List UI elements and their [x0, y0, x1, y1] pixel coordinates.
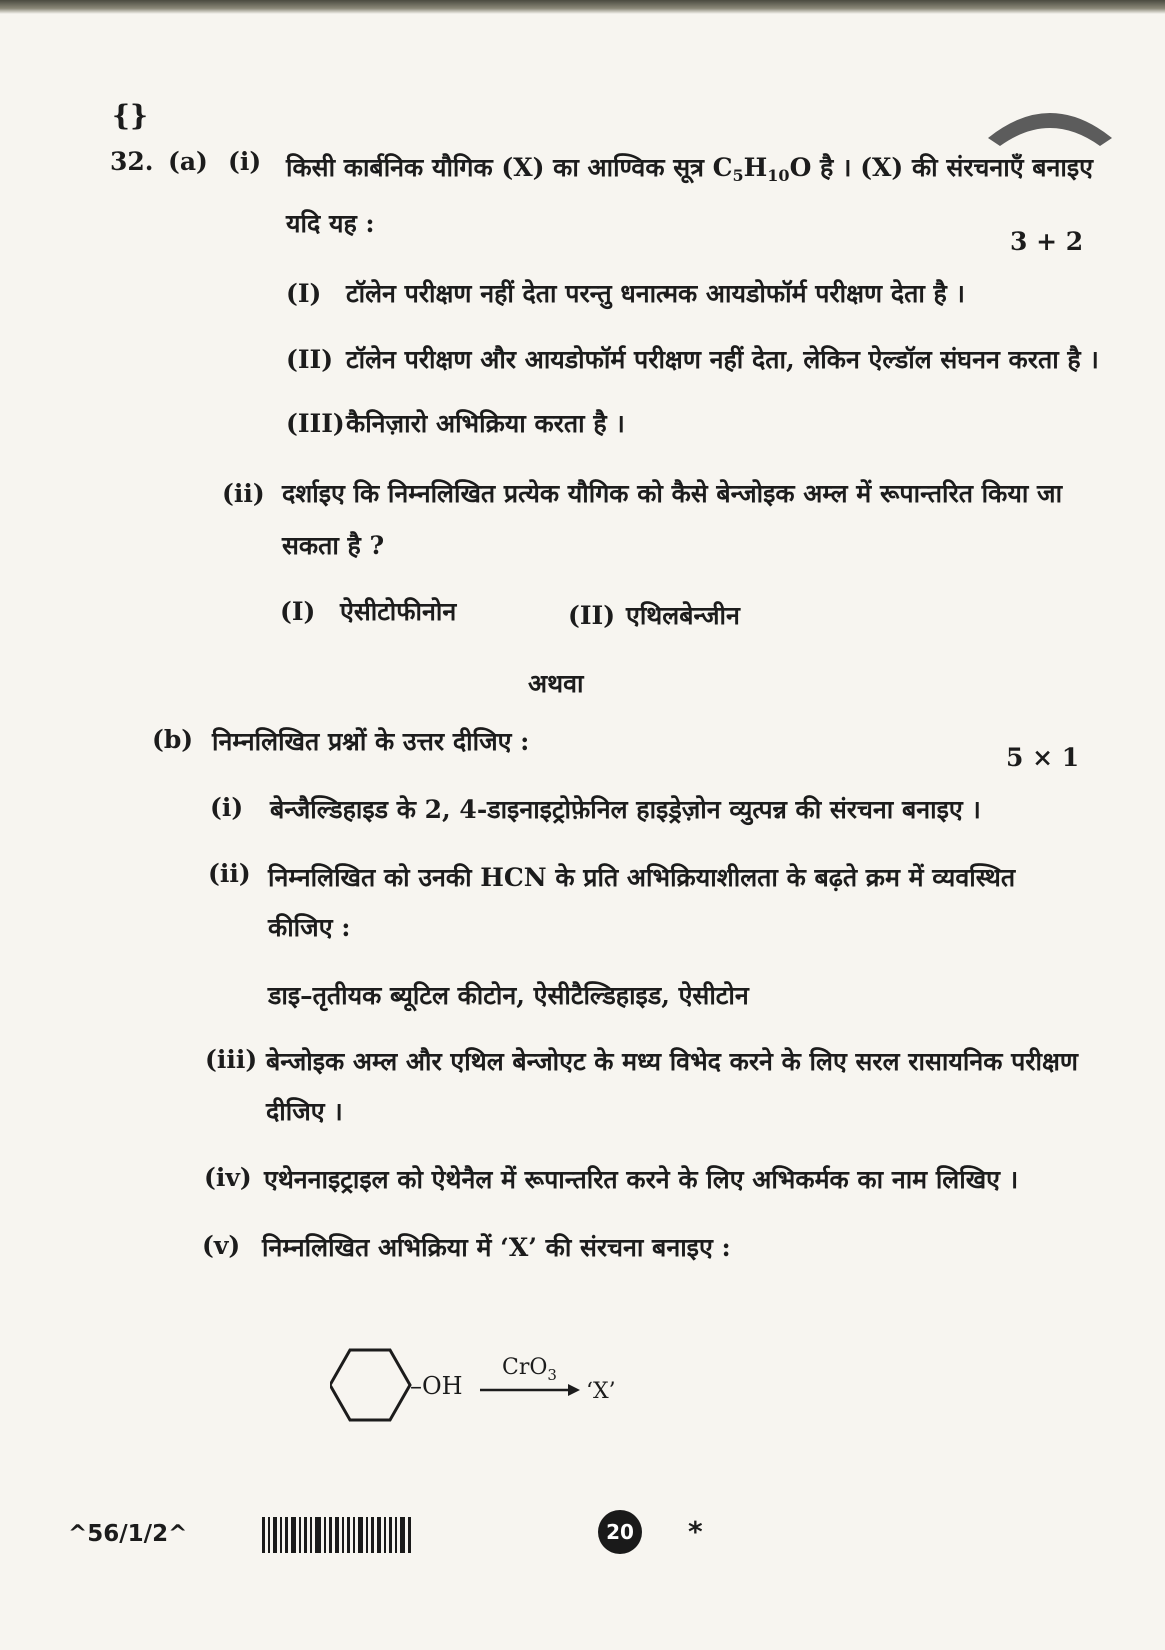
page-number: 20	[598, 1510, 642, 1554]
a-i-line1-pre: किसी कार्बनिक यौगिक (X) का आण्विक सूत्र C	[286, 153, 733, 182]
a-i-item-III-label: (III)	[286, 409, 345, 438]
b-ii-label: (ii)	[208, 859, 251, 888]
a-i-line1-post: O है । (X) की संरचनाएँ बनाइए	[789, 153, 1093, 182]
barcode	[262, 1515, 412, 1555]
a-ii-opt1-label: (I)	[280, 597, 316, 626]
b-i-label: (i)	[210, 793, 244, 822]
b-ii-line1: निम्नलिखित को उनकी HCN के प्रति अभिक्रियाशीलता के बढ़ते क्रम में व्यवस्थित	[268, 863, 1016, 892]
b-v-text: निम्नलिखित अभिक्रिया में ‘X’ की संरचना बनाइए :	[262, 1233, 731, 1262]
arrow-head	[568, 1384, 580, 1396]
question-number: 32.	[110, 147, 154, 176]
b-iv-text: एथेननाइट्राइल को ऐथेनैल में रूपान्तरित करने के लिए अभिकर्मक का नाम लिखिए ।	[264, 1165, 1019, 1194]
part-b-intro: निम्नलिखित प्रश्नों के उत्तर दीजिए :	[212, 727, 530, 756]
a-i-item-III-text: कैनिज़ारो अभिक्रिया करता है ।	[346, 409, 625, 438]
svg-text:CrO3	[502, 1355, 557, 1384]
b-ii-line2: कीजिए :	[268, 913, 351, 942]
b-i-text: बेन्जैल्डिहाइड के 2, 4-डाइनाइट्रोफ़ेनिल हाइड्रेज़ोन व्युत्पन्न की संरचना बनाइए ।	[270, 795, 981, 824]
a-i-item-I-label: (I)	[286, 279, 322, 308]
or-text: अथवा	[528, 669, 584, 698]
b-iii-label: (iii)	[205, 1045, 258, 1074]
a-ii-label: (ii)	[222, 479, 265, 508]
star-mark: *	[688, 1515, 703, 1548]
reaction-scheme	[330, 1340, 690, 1450]
b-v-label: (v)	[202, 1231, 241, 1260]
reagent-sub-3: 3	[547, 1366, 557, 1384]
cyclohexane-ring	[330, 1350, 410, 1420]
part-a-label: (a)	[168, 147, 208, 176]
a-i-item-II-label: (II)	[286, 345, 334, 374]
a-ii-opt2-label: (II)	[568, 601, 616, 630]
formula-h: H	[743, 153, 768, 182]
marks-b: 5 × 1	[1006, 743, 1080, 772]
b-ii-list: डाइ–तृतीयक ब्यूटिल कीटोन, ऐसीटैल्डिहाइड, ऐसीटोन	[268, 981, 749, 1010]
formula-sub-10: 10	[767, 166, 790, 185]
formula-sub-5: 5	[732, 166, 744, 185]
paper-code: ^56/1/2^	[68, 1521, 188, 1547]
product-x: ‘X’	[586, 1379, 616, 1404]
a-ii-line2: सकता है ?	[282, 531, 385, 560]
b-iii-line1: बेन्जोइक अम्ल और एथिल बेन्जोएट के मध्य विभेद करने के लिए सरल रासायनिक परीक्षण	[266, 1047, 1078, 1076]
a-ii-opt2-text: एथिलबेन्जीन	[626, 601, 740, 630]
a-i-label: (i)	[228, 147, 262, 176]
oh-group: –OH	[410, 1372, 463, 1400]
a-i-item-II-text: टॉलेन परीक्षण और आयडोफॉर्म परीक्षण नहीं देता, लेकिन ऐल्डॉल संघनन करता है ।	[346, 345, 1099, 374]
a-i-item-I-text: टॉलेन परीक्षण नहीं देता परन्तु धनात्मक आयडोफॉर्म परीक्षण देता है ।	[346, 279, 965, 308]
reagent-cro: CrO	[502, 1355, 548, 1380]
brace-mark: {}	[112, 99, 149, 132]
page-top-edge	[0, 0, 1165, 14]
a-ii-opt1-text: ऐसीटोफीनोन	[340, 597, 457, 626]
marks-a: 3 + 2	[1010, 227, 1084, 256]
a-i-line2: यदि यह :	[286, 209, 375, 238]
a-ii-line1: दर्शाइए कि निम्नलिखित प्रत्येक यौगिक को कैसे बेन्जोइक अम्ल में रूपान्तरित किया जा	[282, 479, 1063, 508]
a-i-line1	[286, 152, 1093, 184]
b-iv-label: (iv)	[204, 1163, 252, 1192]
part-b-label: (b)	[152, 725, 194, 754]
b-iii-line2: दीजिए ।	[266, 1097, 343, 1126]
